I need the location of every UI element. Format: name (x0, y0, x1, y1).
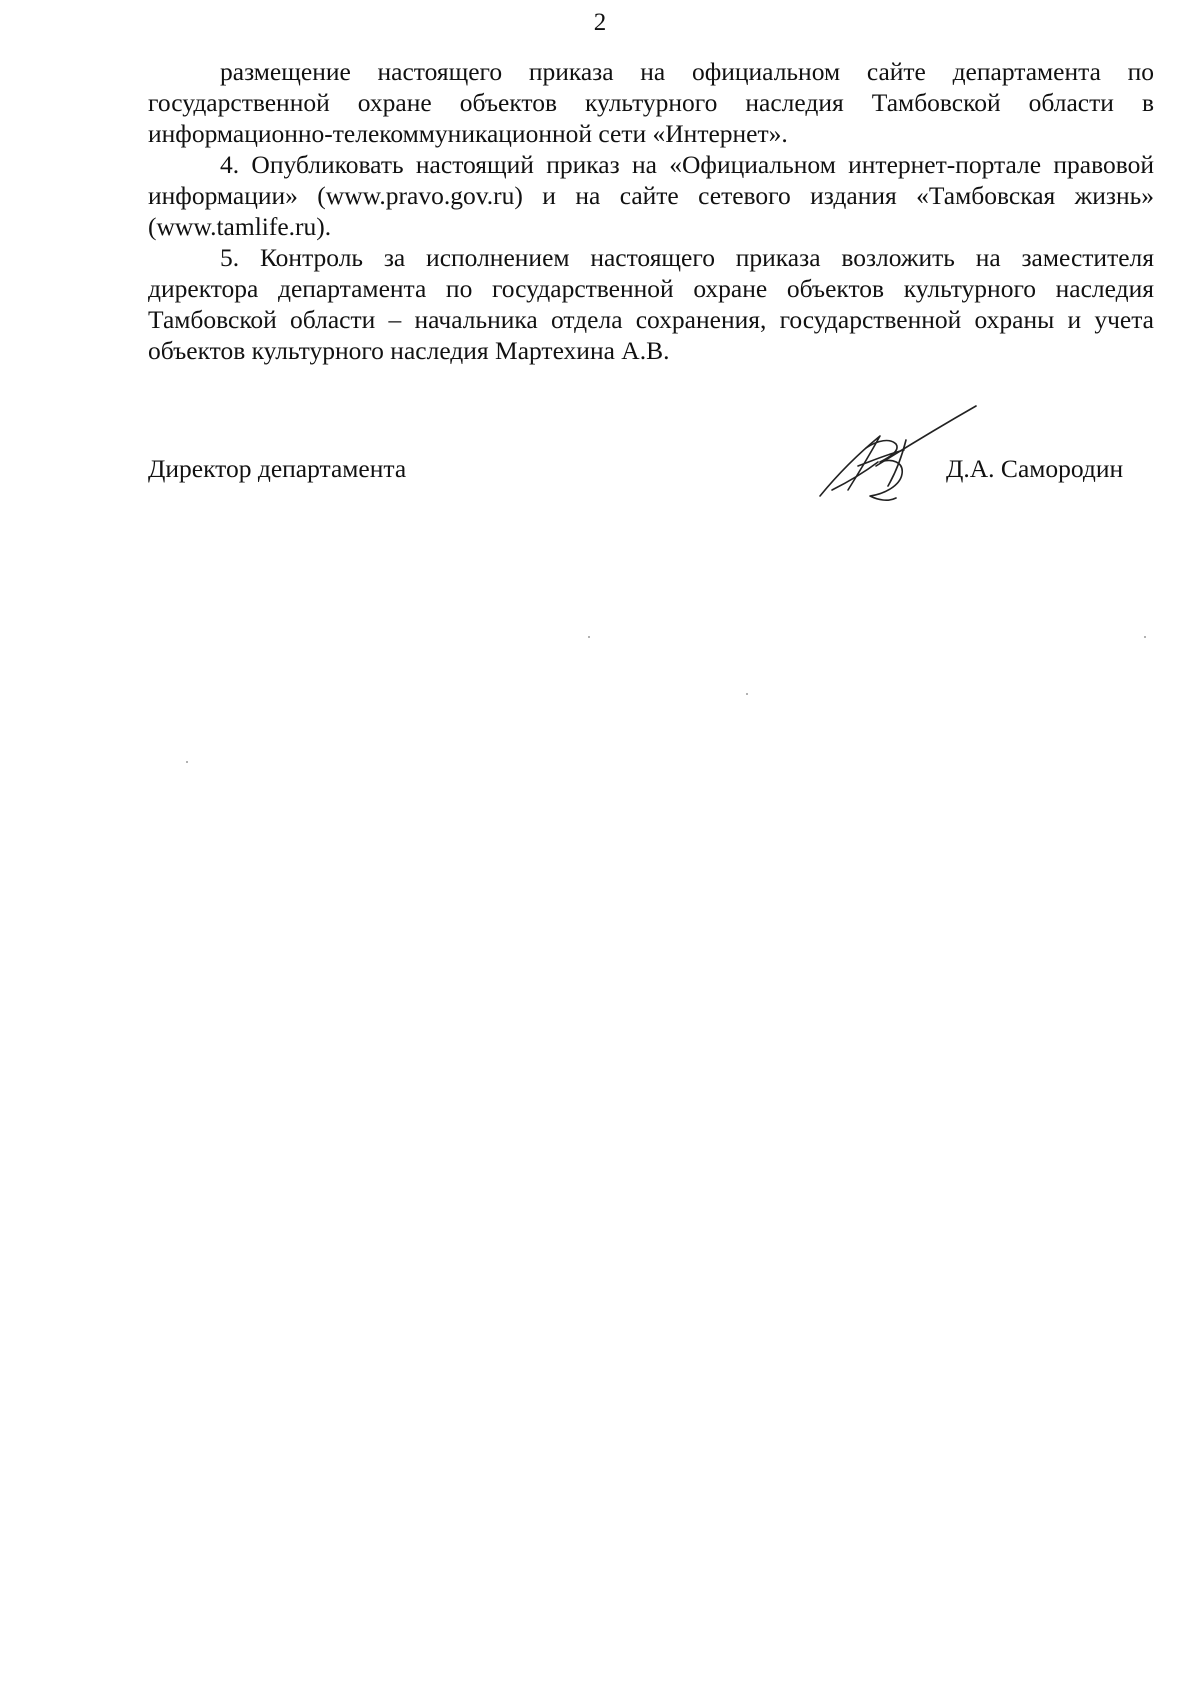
paragraph-publication-site: размещение настоящего приказа на официальном сайте департамента по государственной охране объектов культурного наследия Тамбовской области в информационно-телекоммуникационной сети «Интернет». (148, 57, 1154, 148)
scan-speck (746, 693, 748, 695)
scan-speck (1144, 636, 1146, 638)
signatory-name: Д.А. Самородин (946, 454, 1124, 483)
paragraph-item-4: 4. Опубликовать настоящий приказ на «Официальном интернет-портале правовой информации» (www.pravo.gov.ru) и на сайте сетевого издания «Тамбовская жизнь» (www.tamlife.ru). (148, 150, 1154, 241)
page-number: 2 (593, 9, 607, 36)
paragraph-item-5: 5. Контроль за исполнением настоящего приказа возложить на заместителя директора департамента по государственной охране объектов культурного наследия Тамбовской области – начальника отдела сохранения, государственной охраны и учета объектов культурного наследия Мартехина А.В. (148, 243, 1154, 365)
scan-speck (186, 761, 188, 763)
scan-speck (588, 636, 590, 638)
signatory-position: Директор департамента (148, 454, 407, 483)
document-body (148, 56, 1154, 366)
